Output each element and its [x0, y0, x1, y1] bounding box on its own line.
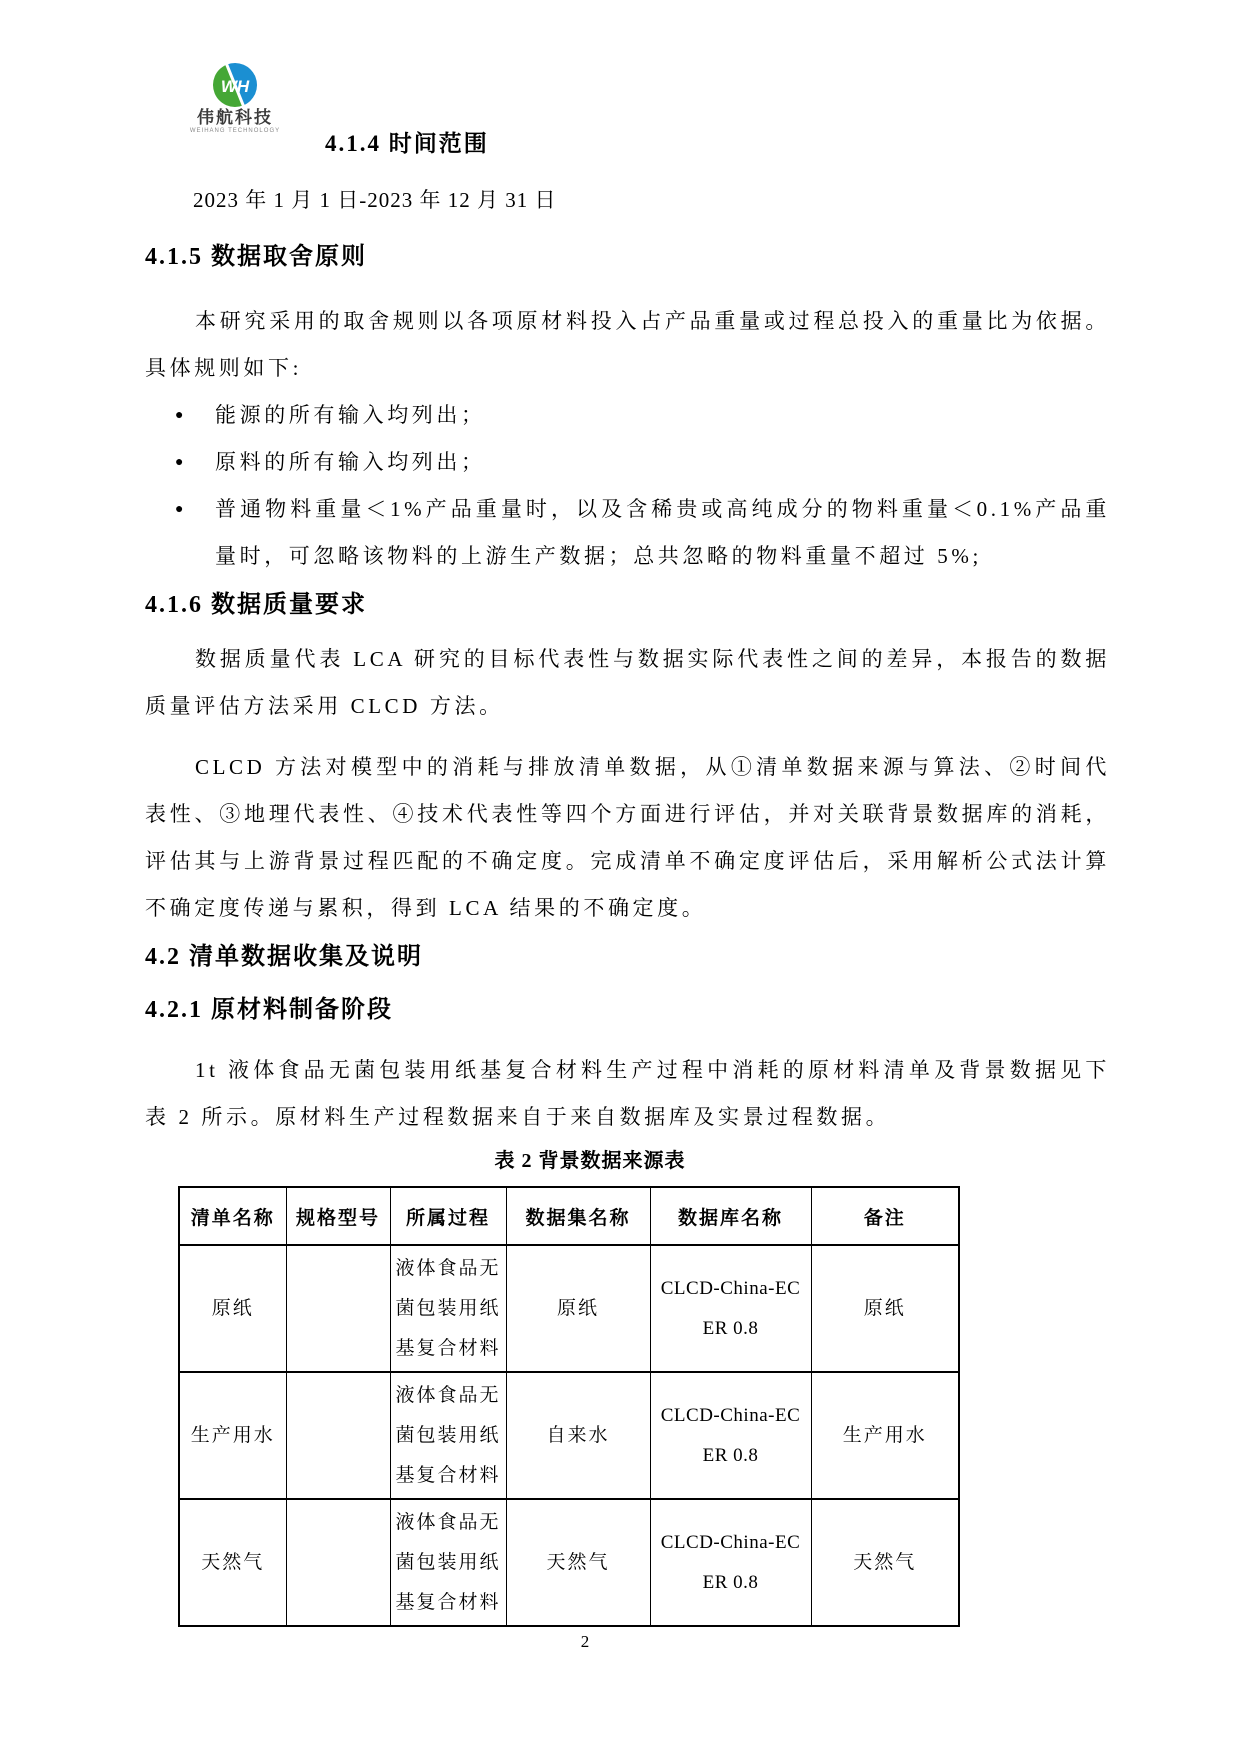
heading-4-1-6: 4.1.6 数据质量要求	[145, 592, 367, 618]
list-item-text: 普通物料重量＜1%产品重量时，以及含稀贵或高纯成分的物料重量＜0.1%产品重量时，可忽略该物料的上游生产数据；总共忽略的物料重量不超过 5%;	[215, 497, 1110, 568]
cell-dataset: 自来水	[506, 1372, 650, 1499]
quality-paragraph-2: CLCD 方法对模型中的消耗与排放清单数据，从①清单数据来源与算法、②时间代表性、③地理代表性、④技术代表性等四个方面进行评估，并对关联背景数据库的消耗，评估其与上游背景过程匹配的不确定度。完成清单不确定度评估后，采用解析公式法计算不确定度传递与累积，得到 LCA 结果的不确定度。	[145, 755, 1110, 920]
background-data-source-table	[178, 1186, 960, 1627]
cell-spec	[286, 1245, 390, 1372]
heading-4-2-1: 4.2.1 原材料制备阶段	[145, 997, 393, 1023]
column-header-database: 数据库名称	[650, 1187, 811, 1245]
cell-process: 液体食品无菌包装用纸基复合材料	[390, 1372, 506, 1499]
column-header-spec: 规格型号	[286, 1187, 390, 1245]
list-item	[145, 392, 1110, 439]
heading-4-1-5: 4.1.5 数据取舍原则	[145, 244, 367, 270]
cell-database	[650, 1372, 811, 1499]
table-caption: 表 2 背景数据来源表	[494, 1150, 686, 1172]
list-item-text: 能源的所有输入均列出；	[215, 403, 486, 427]
column-header-dataset: 数据集名称	[506, 1187, 650, 1245]
list-item-text: 原料的所有输入均列出；	[215, 450, 486, 474]
list-item	[145, 439, 1110, 486]
cell-process: 液体食品无菌包装用纸基复合材料	[390, 1499, 506, 1626]
cell-spec	[286, 1499, 390, 1626]
bullet-icon: ●	[175, 408, 184, 423]
page-number: 2	[580, 1632, 590, 1651]
heading-4-2: 4.2 清单数据收集及说明	[145, 944, 423, 970]
cell-process: 液体食品无菌包装用纸基复合材料	[390, 1245, 506, 1372]
cell-list-name: 原纸	[179, 1245, 286, 1372]
column-header-list-name: 清单名称	[179, 1187, 286, 1245]
cutoff-rule-list	[145, 392, 1110, 580]
database-version-line: ER 0.8	[702, 1317, 759, 1339]
cell-database	[650, 1499, 811, 1626]
bullet-icon: ●	[175, 455, 184, 470]
company-name-en: WEIHANG TECHNOLOGY	[189, 128, 281, 134]
heading-4-1-4: 4.1.4 时间范围	[325, 131, 489, 156]
table-row	[179, 1499, 959, 1626]
table-header-row	[179, 1187, 959, 1245]
company-name-cn: 伟航科技	[197, 108, 273, 127]
column-header-process: 所属过程	[390, 1187, 506, 1245]
list-item	[145, 486, 1110, 580]
database-version-line: ER 0.8	[702, 1571, 759, 1593]
database-version-line: ER 0.8	[702, 1444, 759, 1466]
column-header-note: 备注	[811, 1187, 959, 1245]
bullet-icon: ●	[175, 502, 184, 517]
document-body	[145, 0, 1110, 1627]
cell-dataset: 原纸	[506, 1245, 650, 1372]
cell-database	[650, 1245, 811, 1372]
cell-dataset: 天然气	[506, 1499, 650, 1626]
cell-list-name: 生产用水	[179, 1372, 286, 1499]
cell-note: 原纸	[811, 1245, 959, 1372]
cell-note: 天然气	[811, 1499, 959, 1626]
quality-paragraph-1: 数据质量代表 LCA 研究的目标代表性与数据实际代表性之间的差异，本报告的数据质量评估方法采用 CLCD 方法。	[145, 647, 1110, 718]
cutoff-intro-paragraph: 本研究采用的取舍规则以各项原材料投入占产品重量或过程总投入的重量比为依据。具体规则如下:	[145, 309, 1110, 380]
date-range-text: 2023 年 1 月 1 日-2023 年 12 月 31 日	[193, 188, 557, 212]
table-row	[179, 1245, 959, 1372]
cell-spec	[286, 1372, 390, 1499]
cell-note: 生产用水	[811, 1372, 959, 1499]
raw-material-paragraph: 1t 液体食品无菌包装用纸基复合材料生产过程中消耗的原材料清单及背景数据见下表 2 所示。原材料生产过程数据来自于来自数据库及实景过程数据。	[145, 1058, 1110, 1129]
table-row	[179, 1372, 959, 1499]
database-name-line: CLCD-China-EC	[660, 1404, 801, 1426]
database-name-line: CLCD-China-EC	[660, 1277, 801, 1299]
svg-text:WH: WH	[220, 77, 250, 96]
database-name-line: CLCD-China-EC	[660, 1531, 801, 1553]
cell-list-name: 天然气	[179, 1499, 286, 1626]
